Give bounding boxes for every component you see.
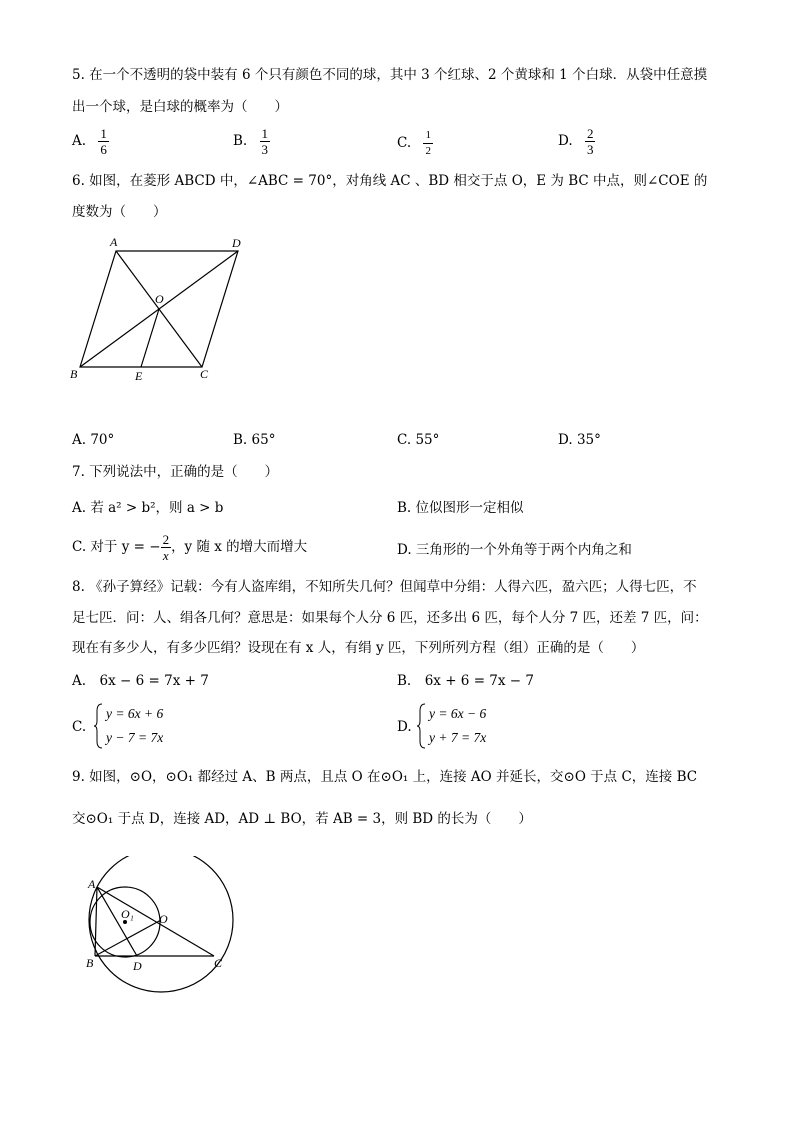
q7-option-b: B. 位似图形一定相似 <box>397 500 524 516</box>
segment-ad <box>97 887 137 956</box>
q8-option-d-brace <box>417 703 427 749</box>
segment-bo <box>95 920 161 956</box>
point-label-o: O <box>155 292 164 306</box>
q5-option-c <box>397 128 433 159</box>
q8-option-b: B. 6x + 6 = 7x − 7 <box>397 673 534 689</box>
q8-stem-line2: 足七匹．问：人、绢各几何？意思是：如果每个人分 6 匹，还多出 6 匹，每个人分 7 匹，还差 7 匹，问： <box>72 610 708 626</box>
q6-option-d: D. 35° <box>558 432 601 448</box>
q5-option-b-fraction: $\frac{1}{3}$ <box>261 126 269 157</box>
point-label-a: A <box>88 877 96 891</box>
q6-option-b: B. 65° <box>233 432 276 448</box>
point-label-b: B <box>70 367 78 381</box>
q5-option-d-fraction: $\frac{2}{3}$ <box>586 126 594 157</box>
point-label-b: B <box>86 956 94 970</box>
q5-option-a-label: A. <box>72 133 87 149</box>
point-label-e: E <box>135 369 143 383</box>
segment-ab <box>95 887 97 956</box>
q6-option-a: A. 70° <box>72 432 115 448</box>
q5-option-d-label: D. <box>558 133 573 149</box>
point-label-c: C <box>200 367 209 381</box>
q5-option-b <box>233 126 270 157</box>
q9-stem-line1: 9. 如图，⊙O，⊙O₁ 都经过 A、B 两点，且点 O 在⊙O₁ 上，连接 AO 并延长，交⊙O 于点 C，连接 BC <box>72 769 698 785</box>
circles-figure <box>80 856 240 996</box>
q7-option-a: A. 若 a² > b²，则 a > b <box>72 500 224 516</box>
q5-option-a <box>72 126 109 157</box>
q7-option-c-fraction: $\frac{2}{x}$ <box>162 532 170 563</box>
segment-oe <box>141 309 159 367</box>
q8-stem-line3: 现在有多少人，有多少匹绢？设现在有 x 人，有绢 y 匹，下列所列方程（组）正确的是（ ） <box>72 640 645 656</box>
q5-option-c-fraction: $\frac{1}{2}$ <box>425 129 431 157</box>
q8-option-a: A. 6x − 6 = 7x + 7 <box>72 673 209 689</box>
point-label-o1: O₁ <box>121 907 134 921</box>
q7-option-d: D. 三角形的一个外角等于两个内角之和 <box>397 542 632 558</box>
point-label-a: A <box>110 235 118 249</box>
q5-option-c-label: C. <box>397 135 412 151</box>
point-label-d: D <box>232 236 241 250</box>
point-label-c: C <box>214 956 223 970</box>
q5-option-a-fraction: $\frac{1}{6}$ <box>100 126 107 157</box>
q6-stem-line1: 6. 如图，在菱形 ABCD 中，∠ABC = 70°，对角线 AC 、BD 相交于点 O，E 为 BC 中点，则∠COE 的 <box>72 173 708 189</box>
q5-stem-line2: 出一个球，是白球的概率为（ ） <box>72 99 288 115</box>
point-label-d: D <box>133 959 142 973</box>
q5-option-d <box>558 126 595 157</box>
q6-option-c: C. 55° <box>397 432 440 448</box>
q8-option-c-brace <box>94 703 104 749</box>
point-label-o: O <box>159 912 168 926</box>
rhombus-figure <box>66 232 256 384</box>
q6-stem-line2: 度数为（ ） <box>72 204 167 220</box>
q5-option-b-label: B. <box>233 133 248 149</box>
q9-stem-line2: 交⊙O₁ 于点 D，连接 AD，AD ⊥ BO，若 AB = 3，则 BD 的长为（ ） <box>72 811 532 827</box>
q5-stem-line1: 5. 在一个不透明的袋中装有 6 个只有颜色不同的球，其中 3 个红球、2 个黄球和 1 个白球．从袋中任意摸 <box>72 67 708 83</box>
q7-stem: 7. 下列说法中，正确的是（ ） <box>72 464 279 480</box>
q8-stem-line1: 8. 《孙子算经》记载：今有人盗库绢，不知所失几何？但闻草中分绢：人得六匹，盈六匹；人得七匹，不 <box>72 579 697 595</box>
q7-option-c: C. 对于 y = − $\frac{2}{x}$ ，y 随 x 的增大而增大 <box>72 532 308 563</box>
